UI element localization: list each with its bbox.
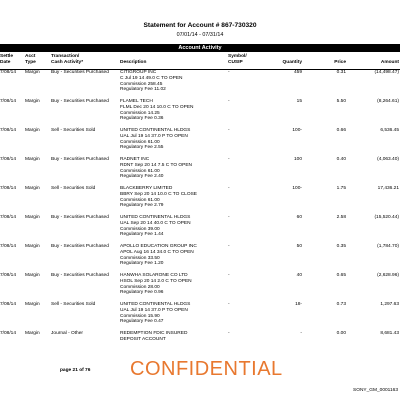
- col-symbol: Symbol/ CUSIP: [228, 54, 247, 65]
- symbol-cell: -: [228, 215, 230, 220]
- symbol-cell: -: [228, 157, 230, 162]
- description-line: RDNT Sep 20 14 7.5 C TO OPEN: [120, 162, 192, 168]
- description-line: Commission 258.45: [120, 81, 163, 87]
- description-line: UAL Sep 20 14 40.0 C TO OPEN: [120, 220, 191, 226]
- confidential-stamp: CONFIDENTIAL: [130, 358, 283, 380]
- price-cell: 0.65: [336, 273, 346, 278]
- symbol-cell: -: [228, 186, 230, 191]
- amount-cell: 17,436.21: [377, 186, 399, 191]
- statement-header: [0, 22, 400, 38]
- price-cell: 2.58: [336, 215, 346, 220]
- col-settle-date: Settle Date: [0, 54, 14, 65]
- amount-cell: (2,628.96): [377, 273, 399, 278]
- settle-date-cell: 7/08/14: [0, 157, 17, 162]
- price-cell: 0.66: [336, 128, 346, 133]
- acct-type-cell: Margin: [25, 186, 40, 191]
- description-cell: [120, 70, 182, 93]
- amount-cell: 1,297.63: [380, 302, 399, 307]
- transaction-cell: Sell - Securities Sold: [51, 128, 96, 133]
- col-quantity: Quantity: [282, 59, 302, 65]
- description-line: UAL Jul 19 14 37.0 P TO OPEN: [120, 133, 188, 139]
- symbol-cell: -: [228, 128, 230, 133]
- transaction-cell: Sell - Securities Sold: [51, 302, 96, 307]
- price-cell: 0.73: [336, 302, 346, 307]
- quantity-cell: 100-: [292, 128, 302, 133]
- price-cell: 5.50: [336, 99, 346, 104]
- transaction-cell: Buy - Securities Purchased: [51, 215, 109, 220]
- amount-cell: (1,784.70): [377, 244, 399, 249]
- column-headers: [0, 54, 400, 70]
- col-description: Description: [120, 59, 147, 65]
- description-cell: [120, 128, 190, 151]
- settle-date-cell: 7/08/14: [0, 215, 17, 220]
- description-cell: [120, 157, 192, 180]
- description-line: Commission 61.00: [120, 139, 160, 145]
- amount-cell: (15,520.44): [374, 215, 399, 220]
- quantity-cell: -: [300, 331, 302, 336]
- description-line: APOL Aug 16 14 34.0 C TO OPEN: [120, 249, 194, 255]
- description-line: UNITED CONTINENTAL HLDGS: [120, 215, 191, 220]
- description-cell: [120, 99, 194, 122]
- description-cell: [120, 302, 190, 325]
- description-line: APOLLO EDUCATION GROUP INC: [120, 244, 197, 249]
- symbol-cell: -: [228, 273, 230, 278]
- page-number: page 21 of 76: [60, 368, 91, 373]
- quantity-cell: 100-: [292, 186, 302, 191]
- acct-type-cell: Margin: [25, 128, 40, 133]
- description-line: Regulatory Fee 0.96: [120, 290, 164, 296]
- description-line: Commission 28.00: [120, 284, 160, 290]
- description-line: Commission 14.25: [120, 110, 160, 116]
- description-line: C Jul 19 14 49.0 C TO OPEN: [120, 75, 183, 81]
- description-line: HSOL Sep 20 14 2.0 C TO OPEN: [120, 278, 192, 284]
- settle-date-cell: 7/08/14: [0, 70, 17, 75]
- symbol-cell: -: [228, 331, 230, 336]
- description-line: Regulatory Fee 11.02: [120, 87, 166, 93]
- transaction-cell: Buy - Securities Purchased: [51, 157, 109, 162]
- description-line: Regulatory Fee 2.55: [120, 145, 164, 151]
- col-amount: Amount: [380, 59, 399, 65]
- acct-type-cell: Margin: [25, 215, 40, 220]
- acct-type-cell: Margin: [25, 273, 40, 278]
- acct-type-cell: Margin: [25, 244, 40, 249]
- acct-type-cell: Margin: [25, 302, 40, 307]
- price-cell: 0.35: [336, 244, 346, 249]
- bates-number: SONY_GM_0001163: [353, 388, 398, 393]
- description-cell: [120, 186, 197, 209]
- price-cell: 0.40: [336, 157, 346, 162]
- quantity-cell: 60: [296, 215, 302, 220]
- amount-cell: 8,681.43: [380, 331, 399, 336]
- description-cell: [120, 273, 192, 296]
- description-line: Commission 15.90: [120, 313, 160, 319]
- symbol-cell: -: [228, 244, 230, 249]
- description-line: REDEMPTION FDIC INSURED: [120, 331, 188, 336]
- transaction-cell: Buy - Securities Purchased: [51, 273, 109, 278]
- amount-cell: (4,063.40): [377, 157, 399, 162]
- price-cell: 1.75: [336, 186, 346, 191]
- description-line: Regulatory Fee 1.20: [120, 261, 164, 267]
- transaction-cell: Buy - Securities Purchased: [51, 244, 109, 249]
- description-line: BBRY Sep 20 14 10.0 C TO CLOSE: [120, 191, 197, 197]
- settle-date-cell: 7/08/14: [0, 331, 17, 336]
- transaction-cell: Journal - Other: [51, 331, 83, 336]
- amount-cell: (8,264.61): [377, 99, 399, 104]
- description-line: UNITED CONTINENTAL HLDGS: [120, 128, 191, 133]
- settle-date-cell: 7/08/14: [0, 302, 17, 307]
- settle-date-cell: 7/08/14: [0, 244, 17, 249]
- settle-date-cell: 7/08/14: [0, 273, 17, 278]
- settle-date-cell: 7/08/14: [0, 99, 17, 104]
- description-line: UNITED CONTINENTAL HLDGS: [120, 302, 191, 307]
- col-acct-type: Acct Type: [25, 54, 36, 65]
- description-line: Regulatory Fee 0.47: [120, 319, 164, 325]
- description-line: DEPOSIT ACCOUNT: [120, 336, 166, 342]
- quantity-cell: 100: [293, 157, 302, 162]
- statement-title: Statement for Account # 867-730320: [143, 22, 257, 29]
- description-line: Regulatory Fee 0.36: [120, 116, 164, 122]
- description-line: Regulatory Fee 2.40: [120, 174, 164, 180]
- description-line: HANWHA SOLARONE CO LTD: [120, 273, 188, 278]
- symbol-cell: -: [228, 302, 230, 307]
- description-line: CITIGROUP INC: [120, 70, 157, 75]
- acct-type-cell: Margin: [25, 99, 40, 104]
- symbol-cell: -: [228, 99, 230, 104]
- description-cell: [120, 215, 191, 238]
- description-line: Commission 39.00: [120, 226, 160, 232]
- description-line: UAL Jul 19 14 37.0 P TO OPEN: [120, 307, 188, 313]
- symbol-cell: -: [228, 70, 230, 75]
- quantity-cell: 459: [293, 70, 302, 75]
- amount-cell: (14,498.47): [374, 70, 399, 75]
- description-line: BLACKBERRY LIMITED: [120, 186, 173, 191]
- quantity-cell: 40: [296, 273, 302, 278]
- transaction-cell: Buy - Securities Purchased: [51, 70, 109, 75]
- transaction-cell: Buy - Securities Purchased: [51, 99, 109, 104]
- col-price: Price: [334, 59, 346, 65]
- description-line: FLML Dec 20 14 10.0 C TO OPEN: [120, 104, 194, 110]
- transaction-cell: Sell - Securities Sold: [51, 186, 96, 191]
- acct-type-cell: Margin: [25, 70, 40, 75]
- settle-date-cell: 7/08/14: [0, 128, 17, 133]
- statement-period: 07/01/14 - 07/31/14: [176, 32, 224, 38]
- description-line: Regulatory Fee 2.79: [120, 203, 164, 209]
- description-line: Commission 61.00: [120, 197, 160, 203]
- amount-cell: 6,536.45: [380, 128, 399, 133]
- acct-type-cell: Margin: [25, 331, 40, 336]
- description-line: FLAMEL TECH: [120, 99, 153, 104]
- description-cell: [120, 331, 187, 343]
- section-title-bar: Account Activity: [0, 44, 400, 52]
- settle-date-cell: 7/08/14: [0, 186, 17, 191]
- col-transaction: Transaction/ Cash Activity*: [51, 54, 84, 65]
- price-cell: 0.31: [336, 70, 346, 75]
- quantity-cell: 18-: [295, 302, 302, 307]
- description-line: Commission 33.50: [120, 255, 160, 261]
- description-cell: [120, 244, 197, 267]
- price-cell: 0.00: [336, 331, 346, 336]
- description-line: Regulatory Fee 1.44: [120, 232, 164, 238]
- description-line: Commission 61.00: [120, 168, 160, 174]
- acct-type-cell: Margin: [25, 157, 40, 162]
- quantity-cell: 15: [296, 99, 302, 104]
- quantity-cell: 50: [296, 244, 302, 249]
- description-line: RADNET INC: [120, 157, 150, 162]
